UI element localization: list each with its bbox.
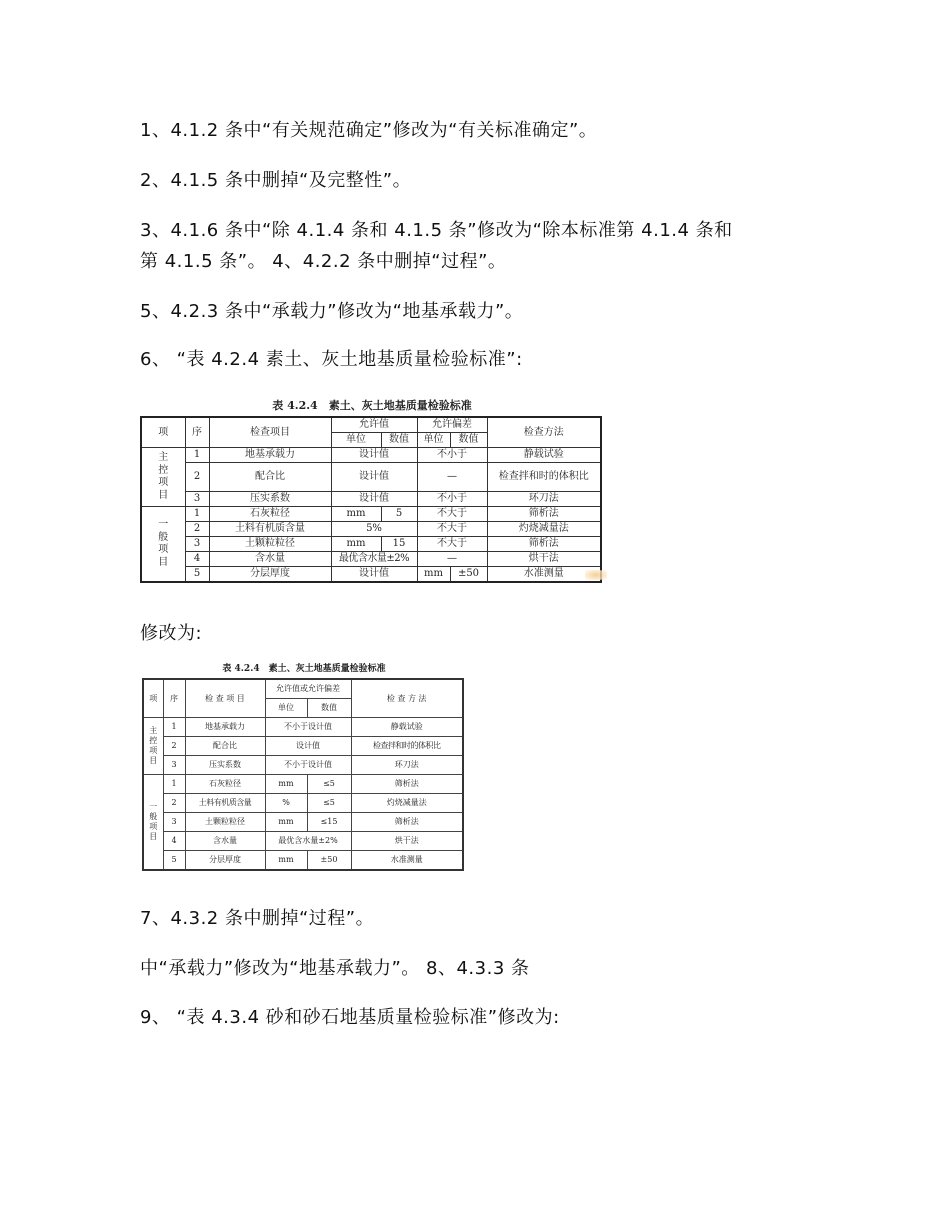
row-item: 分层厚度 [209,567,331,583]
group-main-control: 主控项目 [141,448,185,507]
row-deviation-unit: mm [417,567,450,583]
row-item: 土料有机质含量 [185,794,265,813]
row-seq: 5 [185,567,209,583]
row-unit: mm [331,537,381,552]
header-method: 检查方法 [487,417,601,448]
row-method: 烘干法 [487,552,601,567]
para-item-5: 5、4.2.3 条中“承载力”修改为“地基承载力”。 [140,301,524,322]
row-seq: 1 [163,775,185,794]
group-general: 一般项目 [143,775,163,871]
row-item: 土料有机质含量 [209,522,331,537]
row-value: 设计值 [331,463,417,492]
row-method: 检查拌和时的体积比 [351,737,463,756]
row-value: 不小于设计值 [265,718,351,737]
row-value: 设计值 [331,492,417,507]
para-item-8: 中“承载力”修改为“地基承载力”。 8、4.3.3 条 [140,958,530,979]
row-unit: mm [331,507,381,522]
table-row [141,522,601,537]
table-row [141,507,601,522]
row-seq: 2 [163,794,185,813]
header-item: 项 [143,679,163,718]
row-deviation: 不小于 [417,492,487,507]
row-method: 灼烧减量法 [487,522,601,537]
original-table-figure [140,396,604,583]
row-deviation: 不大于 [417,537,487,552]
row-seq: 3 [185,492,209,507]
header-check-item: 检 查 项 目 [185,679,265,718]
row-method: 静载试验 [487,448,601,463]
table-row [143,737,463,756]
para-item-3-line-1: 3、4.1.6 条中“除 4.1.4 条和 4.1.5 条”修改为“除本标准第 4.1.4 条和 [140,220,733,241]
header-method: 检 查 方 法 [351,679,463,718]
row-deviation: 不大于 [417,522,487,537]
row-seq: 4 [185,552,209,567]
row-seq: 3 [163,756,185,775]
row-value: 设计值 [265,737,351,756]
row-method: 筛析法 [351,813,463,832]
row-seq: 3 [163,813,185,832]
row-deviation: 不大于 [417,507,487,522]
row-method: 烘干法 [351,832,463,851]
para-item-2: 2、4.1.5 条中删掉“及完整性”。 [140,170,412,191]
table-row [143,851,463,871]
group-general: 一般项目 [141,507,185,583]
row-method: 水准测量 [487,567,601,583]
table-row [141,463,601,492]
modify-label: 修改为: [140,623,203,644]
table-row [143,718,463,737]
header-unit: 单位 [331,433,381,448]
table-row [143,832,463,851]
para-item-9: 9、 “表 4.3.4 砂和砂石地基质量检验标准”修改为: [140,1007,560,1028]
row-seq: 4 [163,832,185,851]
row-method: 筛析法 [487,537,601,552]
row-item: 土颗粒粒径 [185,813,265,832]
header-allow: 允许值或允许偏差 [265,679,351,699]
row-seq: 2 [163,737,185,756]
table-row [143,794,463,813]
row-item: 土颗粒粒径 [209,537,331,552]
row-seq: 1 [163,718,185,737]
row-number: ±50 [307,851,351,871]
table-row [143,813,463,832]
row-deviation: 不小于 [417,448,487,463]
revised-table-figure [142,660,466,871]
row-method: 环刀法 [487,492,601,507]
row-number: ≤5 [307,775,351,794]
para-item-7: 7、4.3.2 条中删掉“过程”。 [140,908,375,929]
row-item: 石灰粒径 [185,775,265,794]
row-value: 最优含水量±2% [265,832,351,851]
row-number: 5 [381,507,417,522]
row-item: 含水量 [209,552,331,567]
row-method: 灼烧减量法 [351,794,463,813]
row-method: 检查拌和时的体积比 [487,463,601,492]
row-method: 筛析法 [487,507,601,522]
table-row [141,448,601,463]
row-item: 配合比 [185,737,265,756]
revised-quality-table [142,678,464,871]
row-deviation: — [417,463,487,492]
row-deviation: — [417,552,487,567]
row-method: 静载试验 [351,718,463,737]
row-value: 5% [331,522,417,537]
row-seq: 1 [185,507,209,522]
row-seq: 2 [185,522,209,537]
original-table-title: 表 4.2.4 素土、灰土地基质量检验标准 [272,399,472,412]
header-number: 数值 [381,433,417,448]
row-value: 设计值 [331,567,417,583]
row-value: 设计值 [331,448,417,463]
row-method: 筛析法 [351,775,463,794]
row-value: 不小于设计值 [265,756,351,775]
row-unit: mm [265,851,307,871]
table-row [143,775,463,794]
header-allow-value: 允许值 [331,417,417,433]
row-item: 压实系数 [209,492,331,507]
row-value: 最优含水量±2% [331,552,417,567]
group-main-control: 主控项目 [143,718,163,775]
header-unit: 单位 [265,699,307,718]
row-seq: 5 [163,851,185,871]
table-row [141,537,601,552]
row-unit: mm [265,775,307,794]
row-unit: mm [265,813,307,832]
table-row [141,552,601,567]
row-number: 15 [381,537,417,552]
header-number: 数值 [307,699,351,718]
header-item: 项 [141,417,185,448]
header-number: 数值 [450,433,487,448]
row-method: 水准测量 [351,851,463,871]
row-item: 配合比 [209,463,331,492]
row-method: 环刀法 [351,756,463,775]
row-item: 分层厚度 [185,851,265,871]
row-deviation-number: ±50 [450,567,487,583]
header-seq: 序 [185,417,209,448]
row-item: 地基承载力 [209,448,331,463]
para-item-6: 6、 “表 4.2.4 素土、灰土地基质量检验标准”: [140,349,523,370]
row-seq: 1 [185,448,209,463]
row-number: ≤15 [307,813,351,832]
table-row [143,756,463,775]
header-allow-deviation: 允许偏差 [417,417,487,433]
row-item: 石灰粒径 [209,507,331,522]
row-item: 压实系数 [185,756,265,775]
header-unit: 单位 [417,433,450,448]
row-number: ≤5 [307,794,351,813]
para-item-3-line-2: 第 4.1.5 条”。 4、4.2.2 条中删掉“过程”。 [140,251,507,272]
row-item: 地基承载力 [185,718,265,737]
table-row [141,492,601,507]
row-seq: 2 [185,463,209,492]
original-quality-table [140,416,602,583]
row-item: 含水量 [185,832,265,851]
header-check-item: 检查项目 [209,417,331,448]
header-seq: 序 [163,679,185,718]
revised-table-title: 表 4.2.4 素土、灰土地基质量检验标准 [222,664,386,674]
watermark-icon [585,570,607,580]
row-unit: % [265,794,307,813]
table-row [141,567,601,583]
para-item-1: 1、4.1.2 条中“有关规范确定”修改为“有关标准确定”。 [140,120,598,141]
row-seq: 3 [185,537,209,552]
